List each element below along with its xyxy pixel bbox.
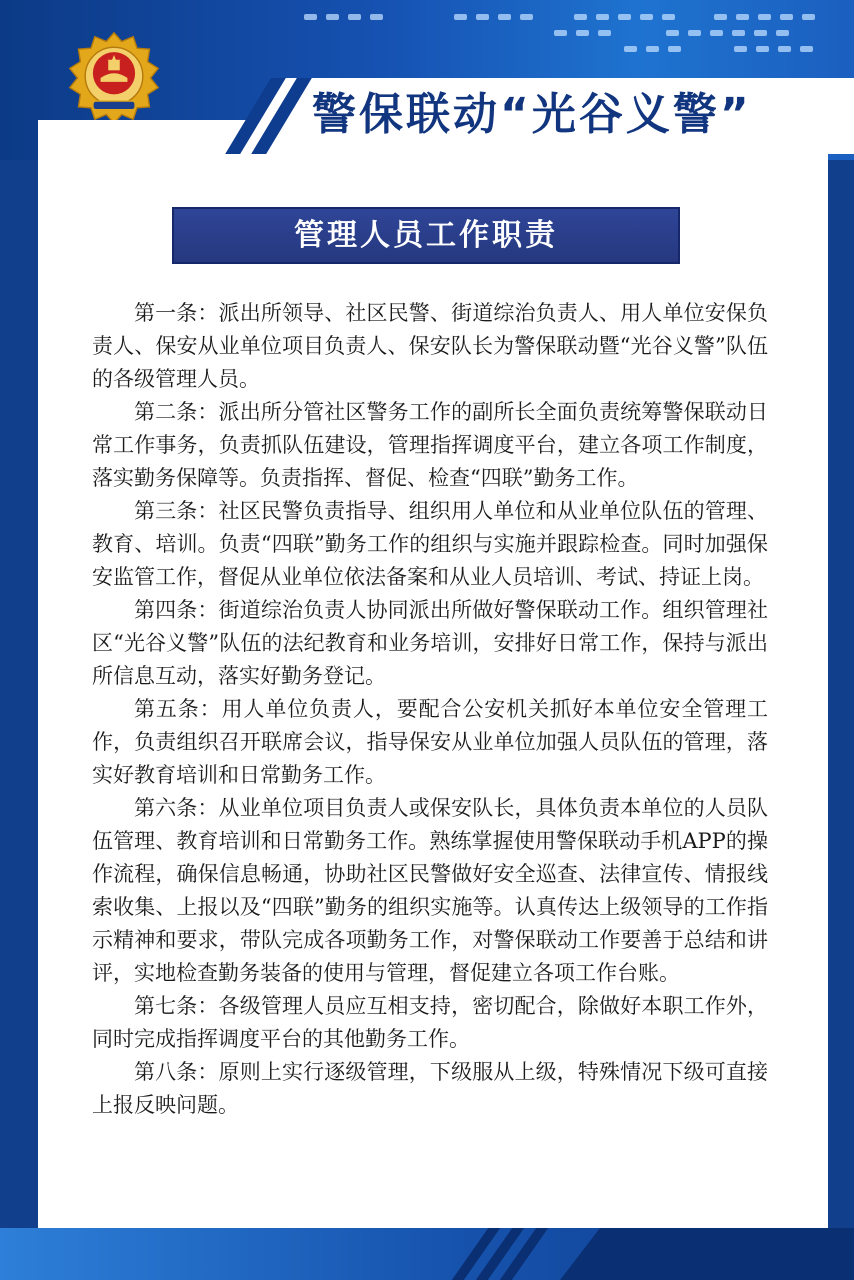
decorative-dots [294,12,834,56]
article-4: 第四条：街道综治负责人协同派出所做好警保联动工作。组织管理社区“光谷义警”队伍的法纪教育和业务培训，安排好日常工作，保持与派出所信息互动，落实好勤务登记。 [92,598,768,688]
article-1: 第一条：派出所领导、社区民警、街道综治负责人、用人单位安保负责人、保安从业单位项目负责人、保安队长为警保联动暨“光谷义警”队伍的各级管理人员。 [92,301,768,391]
article-5: 第五条：用人单位负责人，要配合公安机关抓好本单位安全管理工作，负责组织召开联席会议，指导保安从业单位加强人员队伍的管理，落实好教育培训和日常勤务工作。 [92,697,768,787]
section-title: 管理人员工作职责 [172,207,680,264]
police-emblem-icon [66,30,162,126]
article-3: 第三条：社区民警负责指导、组织用人单位和从业单位队伍的管理、教育、培训。负责“四联”勤务工作的组织与实施并跟踪检查。同时加强保安监管工作，督促从业单位依法备案和从业人员培训、考试、持证上岗。 [92,499,768,589]
footer-wedge [560,1228,854,1280]
footer-band [0,1228,854,1280]
article-7: 第七条：各级管理人员应互相支持，密切配合，除做好本职工作外，同时完成指挥调度平台的其他勤务工作。 [92,994,768,1051]
article-8: 第八条：原则上实行逐级管理，下级服从上级，特殊情况下级可直接上报反映问题。 [92,1060,768,1117]
article-list [92,297,768,1122]
main-title: 警保联动“光谷义警” [312,89,752,140]
article-6: 第六条：从业单位项目负责人或保安队长，具体负责本单位的人员队伍管理、教育培训和日常勤务工作。熟练掌握使用警保联动手机APP的操作流程，确保信息畅通，协助社区民警做好安全巡查、法律宣传、情报线索收集、上报以及“四联”勤务的组织实施等。认真传达上级领导的工作指示精神和要求，带队完成各项勤务工作，对警保联动工作要善于总结和讲评，实地检查勤务装备的使用与管理，督促建立各项工作台账。 [92,796,768,985]
article-2: 第二条：派出所分管社区警务工作的副所长全面负责统筹警保联动日常工作事务，负责抓队伍建设，管理指挥调度平台，建立各项工作制度，落实勤务保障等。负责指挥、督促、检查“四联”勤务工作。 [92,400,768,490]
